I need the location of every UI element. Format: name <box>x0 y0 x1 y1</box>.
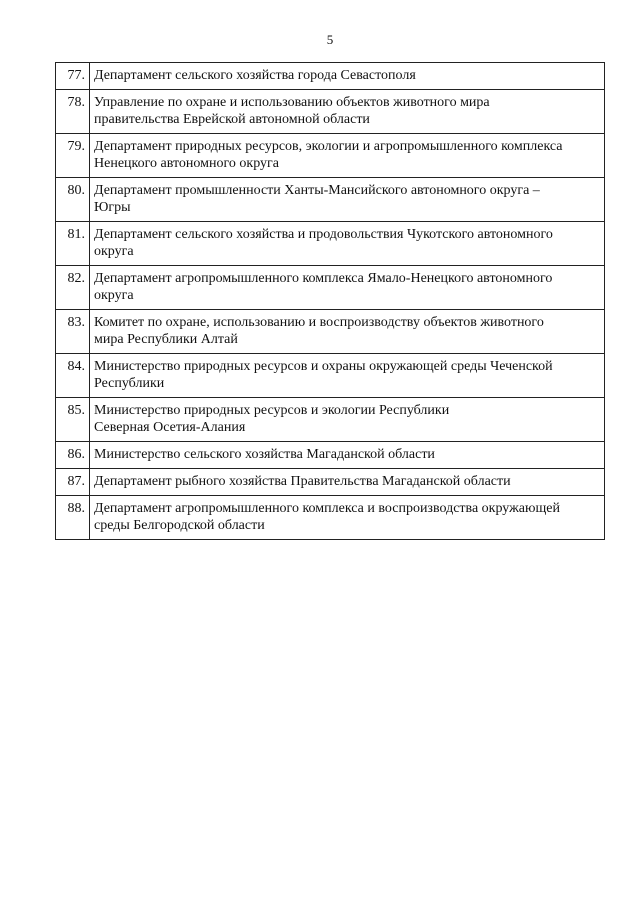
organization-name <box>90 442 605 469</box>
organization-name <box>90 398 605 442</box>
organization-name-line: Департамент агропромышленного комплекса Ямало-Ненецкого автономного <box>94 271 553 286</box>
organization-name <box>90 63 605 90</box>
row-number: 81. <box>56 222 90 266</box>
organization-name-line: Ненецкого автономного округа <box>94 156 279 171</box>
table-row <box>56 496 605 540</box>
row-number: 86. <box>56 442 90 469</box>
row-number: 80. <box>56 178 90 222</box>
row-number: 82. <box>56 266 90 310</box>
organization-name-line: Югры <box>94 200 131 215</box>
row-number: 77. <box>56 63 90 90</box>
row-number: 83. <box>56 310 90 354</box>
table-row <box>56 178 605 222</box>
organization-name-line: Департамент природных ресурсов, экологии и агропромышленного комплекса <box>94 139 563 154</box>
organization-name-line: Департамент рыбного хозяйства Правительства Магаданской области <box>94 474 511 489</box>
organization-name <box>90 134 605 178</box>
table-row <box>56 134 605 178</box>
table-row <box>56 442 605 469</box>
organization-name-line: Министерство природных ресурсов и охраны окружающей среды Чеченской <box>94 359 553 374</box>
organization-name-line: Республики <box>94 376 165 391</box>
row-number: 87. <box>56 469 90 496</box>
organization-name <box>90 90 605 134</box>
organizations-table <box>55 62 605 540</box>
organization-name-line: правительства Еврейской автономной области <box>94 112 370 127</box>
table-row <box>56 90 605 134</box>
organization-name <box>90 354 605 398</box>
organization-name <box>90 222 605 266</box>
organization-name-line: Северная Осетия-Алания <box>94 420 246 435</box>
row-number: 88. <box>56 496 90 540</box>
organization-name-line: Департамент сельского хозяйства города Севастополя <box>94 68 416 83</box>
organization-name-line: округа <box>94 288 134 303</box>
table-row <box>56 63 605 90</box>
row-number: 78. <box>56 90 90 134</box>
page-number: 5 <box>326 32 334 47</box>
table-row <box>56 354 605 398</box>
table-row <box>56 266 605 310</box>
organization-name-line: среды Белгородской области <box>94 518 265 533</box>
organization-name-line: Комитет по охране, использованию и воспроизводству объектов животного <box>94 315 544 330</box>
row-number: 84. <box>56 354 90 398</box>
organization-name-line: Министерство сельского хозяйства Магаданской области <box>94 447 435 462</box>
organization-name <box>90 266 605 310</box>
organization-name-line: Управление по охране и использованию объектов животного мира <box>94 95 490 110</box>
organization-name-line: Министерство природных ресурсов и экологии Республики <box>94 403 450 418</box>
organization-name-line: Департамент сельского хозяйства и продовольствия Чукотского автономного <box>94 227 553 242</box>
organization-name <box>90 469 605 496</box>
organization-name-line: Департамент агропромышленного комплекса и воспроизводства окружающей <box>94 501 560 516</box>
table-row <box>56 398 605 442</box>
table-row <box>56 310 605 354</box>
row-number: 85. <box>56 398 90 442</box>
organization-name-line: Департамент промышленности Ханты-Мансийского автономного округа – <box>94 183 540 198</box>
table-row <box>56 469 605 496</box>
organization-name <box>90 310 605 354</box>
organization-name <box>90 496 605 540</box>
table-row <box>56 222 605 266</box>
row-number: 79. <box>56 134 90 178</box>
organization-name <box>90 178 605 222</box>
organization-name-line: мира Республики Алтай <box>94 332 238 347</box>
organization-name-line: округа <box>94 244 134 259</box>
